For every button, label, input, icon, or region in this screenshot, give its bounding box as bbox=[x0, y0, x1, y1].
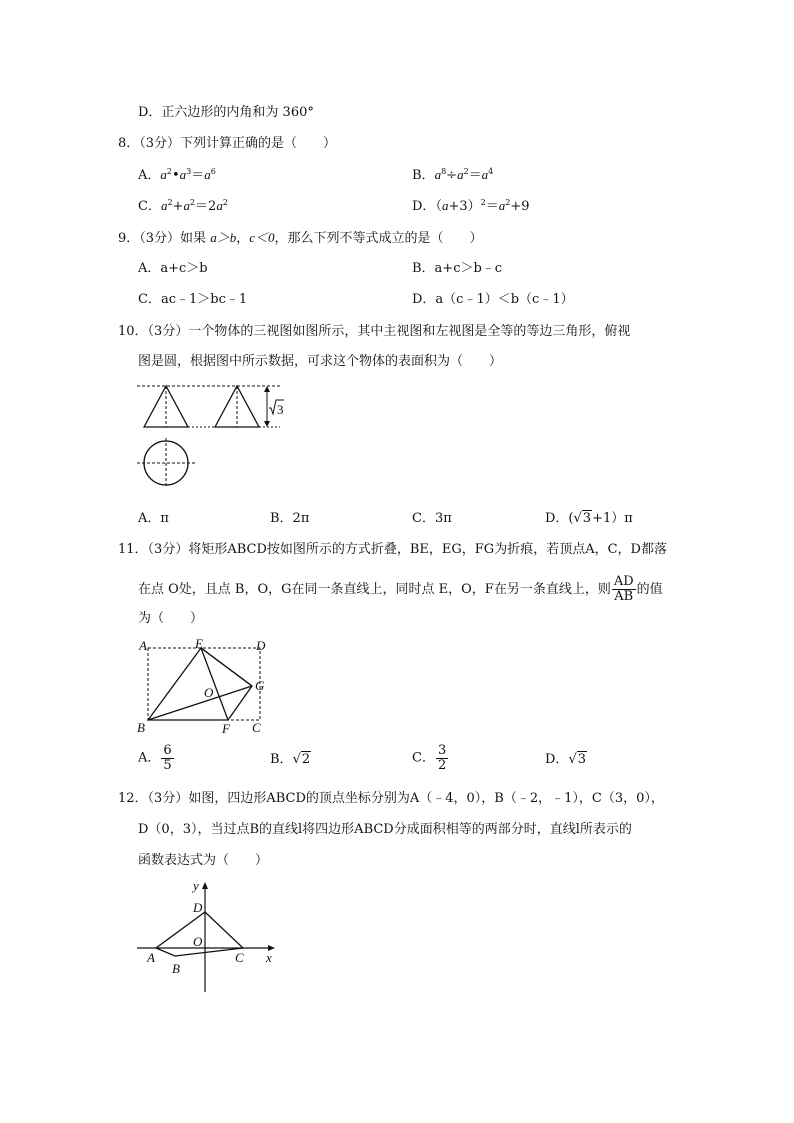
q9-option-c: C．ac﹣1＞bc﹣1 bbox=[138, 292, 248, 307]
q11-stem-line2: 在点 O处，且点 B，O，G在同一条直线上，同时点 E，O，F在另一条直线上，则 $\frac{AD}{AB}$ 的值 bbox=[138, 574, 663, 604]
q8-stem: 8．（3分）下列计算正确的是（ ） bbox=[118, 136, 337, 151]
q11-label-a: A bbox=[139, 638, 147, 653]
q11-label-g: G bbox=[255, 678, 265, 693]
q10-option-a: A．π bbox=[138, 511, 169, 526]
q8-option-b: B．$a^8\div a^2=a^4$ bbox=[412, 167, 494, 183]
q11-label-c: C bbox=[252, 720, 261, 735]
q12-label-y: y bbox=[193, 878, 199, 893]
q11-label-o: O bbox=[204, 685, 214, 700]
q7-option-d: D．正六边形的内角和为 360° bbox=[138, 105, 314, 120]
q9-option-d: D．a（c﹣1）＜b（c﹣1） bbox=[412, 292, 574, 307]
q11-stem-line3: 为（ ） bbox=[138, 611, 204, 626]
q12-label-c: C bbox=[235, 950, 244, 965]
q10-stem-line2: 图是圆，根据图中所示数据，可求这个物体的表面积为（ ） bbox=[138, 354, 503, 369]
q12-label-o: O bbox=[193, 934, 203, 949]
q8-option-d: D．$(a+3)^2=a^2+9$ bbox=[412, 198, 530, 214]
q11-option-a: A． $\frac{6}{5}$ bbox=[138, 743, 172, 773]
q9-option-b: B．a+c＞b﹣c bbox=[412, 261, 503, 276]
q12-stem-line1: 12．（3分）如图，四边形ABCD的顶点坐标分别为A（﹣4，0），B（﹣2，﹣1），C（3，0）， bbox=[118, 791, 664, 806]
q12-label-d: D bbox=[193, 900, 203, 915]
q12-label-b: B bbox=[172, 961, 180, 976]
q12-label-a: A bbox=[147, 950, 155, 965]
q10-stem-line1: 10．（3分）一个物体的三视图如图所示，其中主视图和左视图是全等的等边三角形，俯视 bbox=[118, 324, 631, 339]
q11-option-d: D．√3 bbox=[545, 752, 587, 767]
q10-option-c: C．3π bbox=[412, 511, 452, 526]
q10-option-d: D．(√3+1）π bbox=[545, 511, 633, 526]
q8-option-a: A．$a^2•a^3=a^6$ bbox=[138, 167, 216, 183]
q10-dim-label: 3 bbox=[277, 402, 284, 417]
q9-stem: 9．（3分）如果 a＞b，c＜0，那么下列不等式成立的是（ ） bbox=[118, 230, 483, 246]
q11-rectangle-fold-figure bbox=[135, 636, 275, 738]
q8-option-c: C．$a^2+a^2=2a^2$ bbox=[138, 198, 228, 214]
q12-stem-line2: D（0，3），当过点B的直线l将四边形ABCD分成面积相等的两部分时，直线l所表示的 bbox=[138, 822, 632, 837]
q12-coordinate-figure bbox=[135, 876, 280, 996]
q11-stem-line1: 11．（3分）将矩形ABCD按如图所示的方式折叠，BE，EG，FG为折痕，若顶点A，C，D都落 bbox=[118, 542, 667, 557]
q12-label-x: x bbox=[266, 950, 272, 965]
q11-label-b: B bbox=[137, 720, 145, 735]
q11-label-e: E bbox=[195, 636, 203, 651]
q11-option-c: C． $\frac{3}{2}$ bbox=[412, 743, 447, 773]
q10-option-b: B．2π bbox=[270, 511, 310, 526]
q10-three-views-figure bbox=[135, 380, 295, 500]
q11-option-b: B．√2 bbox=[270, 752, 311, 767]
q11-label-d: D bbox=[256, 638, 266, 653]
q9-option-a: A．a+c＞b bbox=[138, 261, 208, 276]
q12-stem-line3: 函数表达式为（ ） bbox=[138, 853, 269, 868]
q11-label-f: F bbox=[222, 721, 230, 736]
